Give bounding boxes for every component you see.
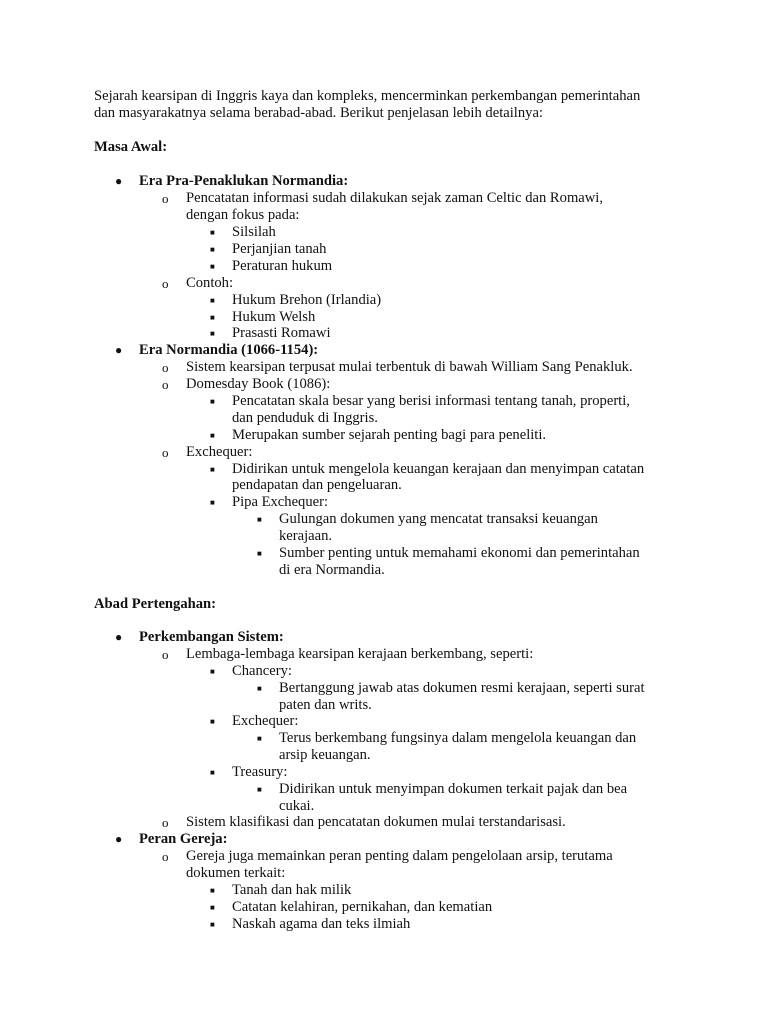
peran-gereja-title: Peran Gereja: (139, 831, 228, 847)
list-item: Catatan kelahiran, pernikahan, dan kematian (232, 899, 493, 915)
exchequer-desc-line-1: Terus berkembang fungsinya dalam mengelola keuangan dan (279, 730, 637, 746)
square-bullet-icon: ■ (210, 903, 215, 912)
list-item: Hukum Brehon (Irlandia) (232, 292, 382, 308)
intro-line-1: Sejarah kearsipan di Inggris kaya dan kompleks, mencerminkan perkembangan pemerintahan (94, 88, 641, 104)
square-bullet-icon: ■ (210, 717, 215, 726)
era2-sub2-item2: Merupakan sumber sejarah penting bagi para peneliti. (232, 427, 547, 443)
bullet-icon: ● (115, 174, 123, 188)
circle-bullet-icon: o (162, 276, 169, 291)
exchequer-desc-line-2: arsip keuangan. (279, 747, 371, 763)
era1-sub1-line-2: dengan fokus pada: (186, 207, 300, 223)
square-bullet-icon: ■ (210, 245, 215, 254)
square-bullet-icon: ■ (257, 785, 262, 794)
circle-bullet-icon: o (162, 849, 169, 864)
era1-sub2: Contoh: (186, 275, 234, 291)
pipa-item-a-line-2: kerajaan. (279, 528, 333, 544)
bullet-icon: ● (115, 832, 123, 846)
square-bullet-icon: ■ (210, 920, 215, 929)
list-item: Perjanjian tanah (232, 241, 327, 257)
b1-sub2: Sistem klasifikasi dan pencatatan dokumen mulai terstandarisasi. (186, 814, 566, 830)
square-bullet-icon: ■ (210, 465, 215, 474)
era2-sub3-item2: Pipa Exchequer: (232, 494, 329, 510)
square-bullet-icon: ■ (257, 515, 262, 524)
square-bullet-icon: ■ (257, 734, 262, 743)
square-bullet-icon: ■ (210, 431, 215, 440)
era2-sub3-item1-line-1: Didirikan untuk mengelola keuangan kerajaan dan menyimpan catatan (232, 461, 645, 477)
era1-sub1-line-1: Pencatatan informasi sudah dilakukan sejak zaman Celtic dan Romawi, (186, 190, 604, 206)
bullet-icon: ● (115, 343, 123, 357)
b1-sub1: Lembaga-lembaga kearsipan kerajaan berkembang, seperti: (186, 646, 534, 662)
section-heading-masa-awal: Masa Awal: (94, 139, 168, 155)
chancery-desc-line-2: paten dan writs. (279, 697, 372, 713)
square-bullet-icon: ■ (210, 313, 215, 322)
era-pra-penaklukan-title: Era Pra-Penaklukan Normandia: (139, 173, 349, 189)
chancery-desc-line-1: Bertanggung jawab atas dokumen resmi kerajaan, seperti surat (279, 680, 645, 696)
square-bullet-icon: ■ (210, 667, 215, 676)
era2-sub1: Sistem kearsipan terpusat mulai terbentuk di bawah William Sang Penakluk. (186, 359, 633, 375)
era2-sub3-item1-line-2: pendapatan dan pengeluaran. (232, 477, 402, 493)
square-bullet-icon: ■ (210, 886, 215, 895)
square-bullet-icon: ■ (210, 329, 215, 338)
treasury-desc-line-1: Didirikan untuk menyimpan dokumen terkait pajak dan bea (279, 781, 628, 797)
square-bullet-icon: ■ (257, 549, 262, 558)
square-bullet-icon: ■ (210, 296, 215, 305)
era2-sub2-item1-line-1: Pencatatan skala besar yang berisi informasi tentang tanah, properti, (232, 393, 630, 409)
list-item: Silsilah (232, 224, 276, 240)
treasury-desc-line-2: cukai. (279, 798, 315, 814)
list-item: Tanah dan hak milik (232, 882, 352, 898)
circle-bullet-icon: o (162, 815, 169, 830)
list-item: Peraturan hukum (232, 258, 333, 274)
circle-bullet-icon: o (162, 445, 169, 460)
pipa-item-b-line-1: Sumber penting untuk memahami ekonomi dan pemerintahan (279, 545, 640, 561)
list-item: Prasasti Romawi (232, 325, 331, 341)
era2-sub2: Domesday Book (1086): (186, 376, 331, 392)
list-item: Naskah agama dan teks ilmiah (232, 916, 411, 932)
circle-bullet-icon: o (162, 360, 169, 375)
section-heading-abad-pertengahan: Abad Pertengahan: (94, 596, 217, 612)
square-bullet-icon: ■ (210, 768, 215, 777)
square-bullet-icon: ■ (210, 397, 215, 406)
era2-sub2-item1-line-2: dan penduduk di Inggris. (232, 410, 378, 426)
pipa-item-a-line-1: Gulungan dokumen yang mencatat transaksi keuangan (279, 511, 598, 527)
square-bullet-icon: ■ (210, 228, 215, 237)
treasury-label: Treasury: (232, 764, 288, 780)
circle-bullet-icon: o (162, 191, 169, 206)
exchequer-label: Exchequer: (232, 713, 299, 729)
circle-bullet-icon: o (162, 377, 169, 392)
circle-bullet-icon: o (162, 647, 169, 662)
intro-line-2: dan masyarakatnya selama berabad-abad. Berikut penjelasan lebih detailnya: (94, 105, 543, 121)
era2-sub3: Exchequer: (186, 444, 253, 460)
b2-sub1-line-2: dokumen terkait: (186, 865, 286, 881)
bullet-icon: ● (115, 630, 123, 644)
square-bullet-icon: ■ (210, 262, 215, 271)
list-item: Hukum Welsh (232, 309, 316, 325)
pipa-item-b-line-2: di era Normandia. (279, 562, 385, 578)
square-bullet-icon: ■ (257, 684, 262, 693)
square-bullet-icon: ■ (210, 498, 215, 507)
chancery-label: Chancery: (232, 663, 292, 679)
era-normandia-title: Era Normandia (1066-1154): (139, 342, 319, 358)
perkembangan-sistem-title: Perkembangan Sistem: (139, 629, 284, 645)
b2-sub1-line-1: Gereja juga memainkan peran penting dalam pengelolaan arsip, terutama (186, 848, 613, 864)
